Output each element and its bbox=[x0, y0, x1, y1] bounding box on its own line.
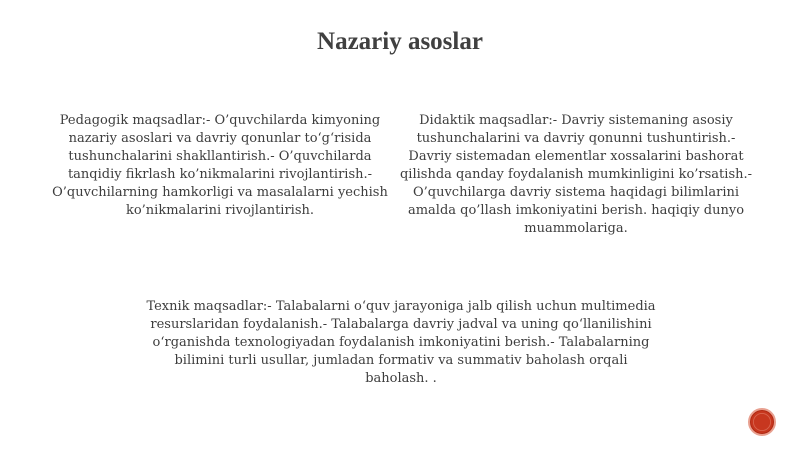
technical-goals-text: Texnik maqsadlar:- Talabalarni o‘quv jarayoniga jalb qilish uchun multimedia resurslaridan foydalanish.- Talabalarga davriy jadval va uning qo‘llanilishini o‘rganishda texnologiyadan foydalanish imkoniyatini berish.- Talabalarning bilimini turli usullar, jumladan formativ va summativ baholash orqali baholash. . bbox=[146, 299, 656, 386]
pedagogical-goals-text: Pedagogik maqsadlar:- O’quvchilarda kimyoning nazariy asoslari va davriy qonunlar to‘g‘risida tushunchalarini shakllantirish.- O’quvchilarda tanqidiy fikrlash ko’nikmalarini rivojlantirish.- O’quvchilarning hamkorligi va masalalarni yechish ko’nikmalarini rivojlantirish. bbox=[52, 113, 388, 218]
didactic-goals-text: Didaktik maqsadlar:- Davriy sistemaning asosiy tushunchalarini va davriy qonunni tushuntirish.- Davriy sistemadan elementlar xossalarini bashorat qilishda qanday foydalanish mumkinligini ko’rsatish.- O’quvchilarga davriy sistema haqidagi bilimlarini amalda qo’llash imkoniyatini berish. haqiqiy dunyo muammolariga. bbox=[399, 113, 753, 236]
slide-title: Nazariy asoslar bbox=[317, 28, 483, 55]
slide-nav-button[interactable] bbox=[748, 408, 776, 436]
circle-button-icon bbox=[750, 408, 774, 436]
